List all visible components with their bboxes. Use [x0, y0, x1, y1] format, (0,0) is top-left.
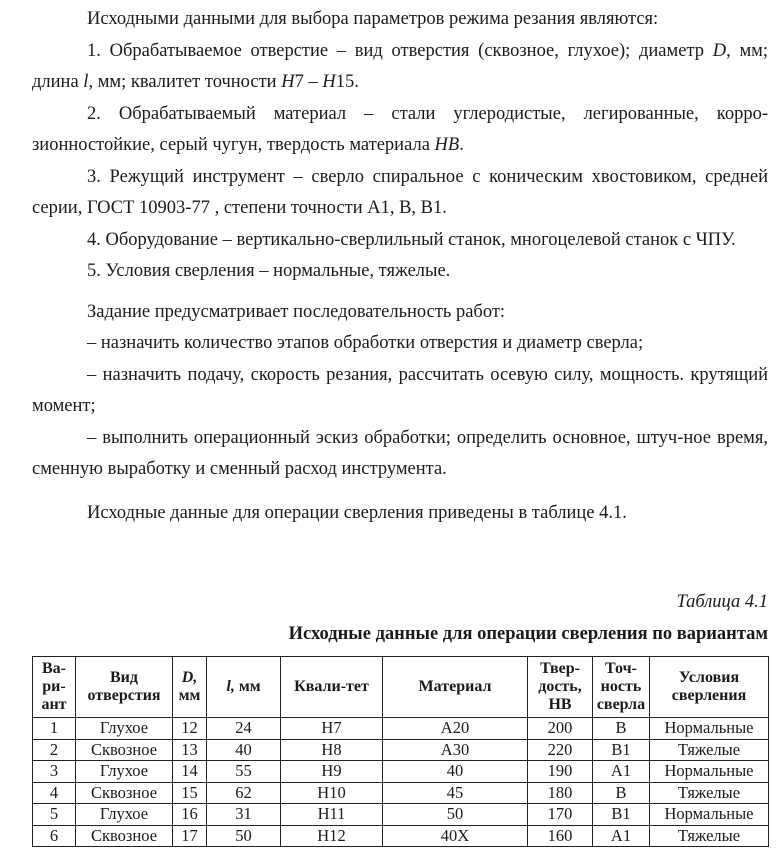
cell-conditions: Тяжелые — [650, 825, 769, 847]
item-1-text-a: 1. Обрабатываемое отверстие – вид отверстия (сквозное, глухое); диаметр — [87, 40, 713, 61]
cell-variant: 2 — [33, 739, 76, 761]
cell-accuracy: В — [593, 782, 650, 804]
cell-diameter: 16 — [173, 804, 207, 826]
header-length — [207, 657, 281, 718]
item-2-text-b: . — [459, 135, 464, 155]
item-1-paragraph — [32, 36, 768, 99]
task-1-paragraph: – назначить количество этапов обработки отверстия и диаметр сверла; — [87, 333, 644, 353]
cell-length: 62 — [207, 782, 281, 804]
item-4-paragraph: 4. Оборудование – вертикально-сверлильный станок, многоцелевой станок с ЧПУ. — [87, 229, 736, 250]
cell-length: 55 — [207, 761, 281, 783]
closing-paragraph: Исходные данные для операции сверления приведены в таблице 4.1. — [87, 502, 627, 523]
table-header-row — [33, 657, 769, 718]
item-1-var-l: l — [83, 72, 89, 92]
cell-diameter: 15 — [173, 782, 207, 804]
task-3-paragraph: – выполнить операционный эскиз обработки; определить основное, штуч-ное время, сменную выработку и сменный расход инструмента. — [32, 427, 768, 479]
cell-diameter: 14 — [173, 761, 207, 783]
cell-conditions: Тяжелые — [650, 782, 769, 804]
table-title: Исходные данные для операции сверления по вариантам — [288, 624, 768, 644]
cell-quality: H8 — [281, 739, 383, 761]
cell-hardness: 160 — [528, 825, 593, 847]
cell-kind: Сквозное — [76, 825, 173, 847]
cell-variant: 6 — [33, 825, 76, 847]
cell-hardness: 200 — [528, 718, 593, 740]
header-hardness: Твер-дость, НВ — [528, 657, 593, 718]
item-2-var-hb: HB — [434, 135, 460, 155]
cell-variant: 5 — [33, 804, 76, 826]
item-3-paragraph: 3. Режущий инструмент – сверло спиральное с коническим хвостовиком, средней серии, ГОСТ 10903-77 , степени точности А1, В, В1. — [32, 166, 768, 218]
cell-variant: 4 — [33, 782, 76, 804]
cell-variant: 3 — [33, 761, 76, 783]
cell-quality: H11 — [281, 804, 383, 826]
header-accuracy: Точ-ность сверла — [593, 657, 650, 718]
cell-material: А20 — [383, 718, 528, 740]
cell-diameter: 17 — [173, 825, 207, 847]
task-2-paragraph: – назначить подачу, скорость резания, рассчитать осевую силу, мощность. крутящий момент; — [32, 364, 768, 416]
item-2-paragraph — [32, 99, 768, 162]
item-1-var-d: D — [712, 40, 727, 61]
cell-kind: Сквозное — [76, 782, 173, 804]
cell-hardness: 190 — [528, 761, 593, 783]
cell-diameter: 13 — [173, 739, 207, 761]
header-diameter-var: D, — [181, 669, 198, 686]
item-1-text-b: , мм; длина — [32, 40, 768, 92]
cell-kind: Глухое — [76, 804, 173, 826]
cell-material: 45 — [383, 782, 528, 804]
cell-quality: H10 — [281, 782, 383, 804]
table-row — [33, 761, 769, 783]
cell-length: 31 — [207, 804, 281, 826]
cell-hardness: 220 — [528, 739, 593, 761]
cell-accuracy: А1 — [593, 761, 650, 783]
cell-length: 40 — [207, 739, 281, 761]
cell-kind: Глухое — [76, 718, 173, 740]
cell-quality: H7 — [281, 718, 383, 740]
intro-paragraph: Исходными данными для выбора параметров режима резания являются: — [87, 9, 659, 29]
cell-conditions: Нормальные — [650, 804, 769, 826]
header-conditions: Условия сверления — [650, 657, 769, 718]
table-row — [33, 739, 769, 761]
item-1-text-e: 15. — [335, 72, 359, 92]
header-diameter — [173, 657, 207, 718]
cell-material: 40 — [383, 761, 528, 783]
cell-accuracy: В — [593, 718, 650, 740]
drilling-data-table — [32, 656, 769, 847]
item-5-paragraph: 5. Условия сверления – нормальные, тяжелые. — [87, 261, 451, 281]
cell-material: 40Х — [383, 825, 528, 847]
document-page — [32, 0, 768, 845]
header-length-unit: мм — [238, 678, 261, 695]
cell-length: 50 — [207, 825, 281, 847]
cell-material: А30 — [383, 739, 528, 761]
cell-quality: H12 — [281, 825, 383, 847]
cell-variant: 1 — [33, 718, 76, 740]
cell-hardness: 180 — [528, 782, 593, 804]
item-1-text-d: 7 – — [294, 72, 323, 92]
header-variant: Ва-ри-ант — [33, 657, 76, 718]
table-label: Таблица 4.1 — [676, 592, 768, 612]
cell-hardness: 170 — [528, 804, 593, 826]
item-1-var-h15: H — [322, 72, 336, 92]
cell-conditions: Тяжелые — [650, 739, 769, 761]
cell-quality: H9 — [281, 761, 383, 783]
cell-kind: Сквозное — [76, 739, 173, 761]
item-1-var-h7: H — [281, 72, 295, 92]
header-kind: Вид отверстия — [76, 657, 173, 718]
cell-accuracy: В1 — [593, 739, 650, 761]
cell-accuracy: В1 — [593, 804, 650, 826]
item-2-text-a: 2. Обрабатываемый материал – стали углеродистые, легированные, корро-зионностойкие, серый чугун, твердость материала — [32, 103, 768, 155]
cell-accuracy: А1 — [593, 825, 650, 847]
item-1-text-c: , мм; квалитет точности — [88, 72, 282, 92]
header-material: Материал — [383, 657, 528, 718]
table-row — [33, 718, 769, 740]
cell-length: 24 — [207, 718, 281, 740]
header-quality: Квали-тет — [281, 657, 383, 718]
cell-material: 50 — [383, 804, 528, 826]
cell-conditions: Нормальные — [650, 761, 769, 783]
table-row — [33, 804, 769, 826]
header-diameter-unit: мм — [178, 687, 201, 704]
cell-diameter: 12 — [173, 718, 207, 740]
table-row — [33, 825, 769, 847]
table-row — [33, 782, 769, 804]
cell-kind: Глухое — [76, 761, 173, 783]
task-intro-paragraph: Задание предусматривает последовательность работ: — [87, 301, 506, 322]
header-length-var: l, — [226, 678, 235, 695]
cell-conditions: Нормальные — [650, 718, 769, 740]
